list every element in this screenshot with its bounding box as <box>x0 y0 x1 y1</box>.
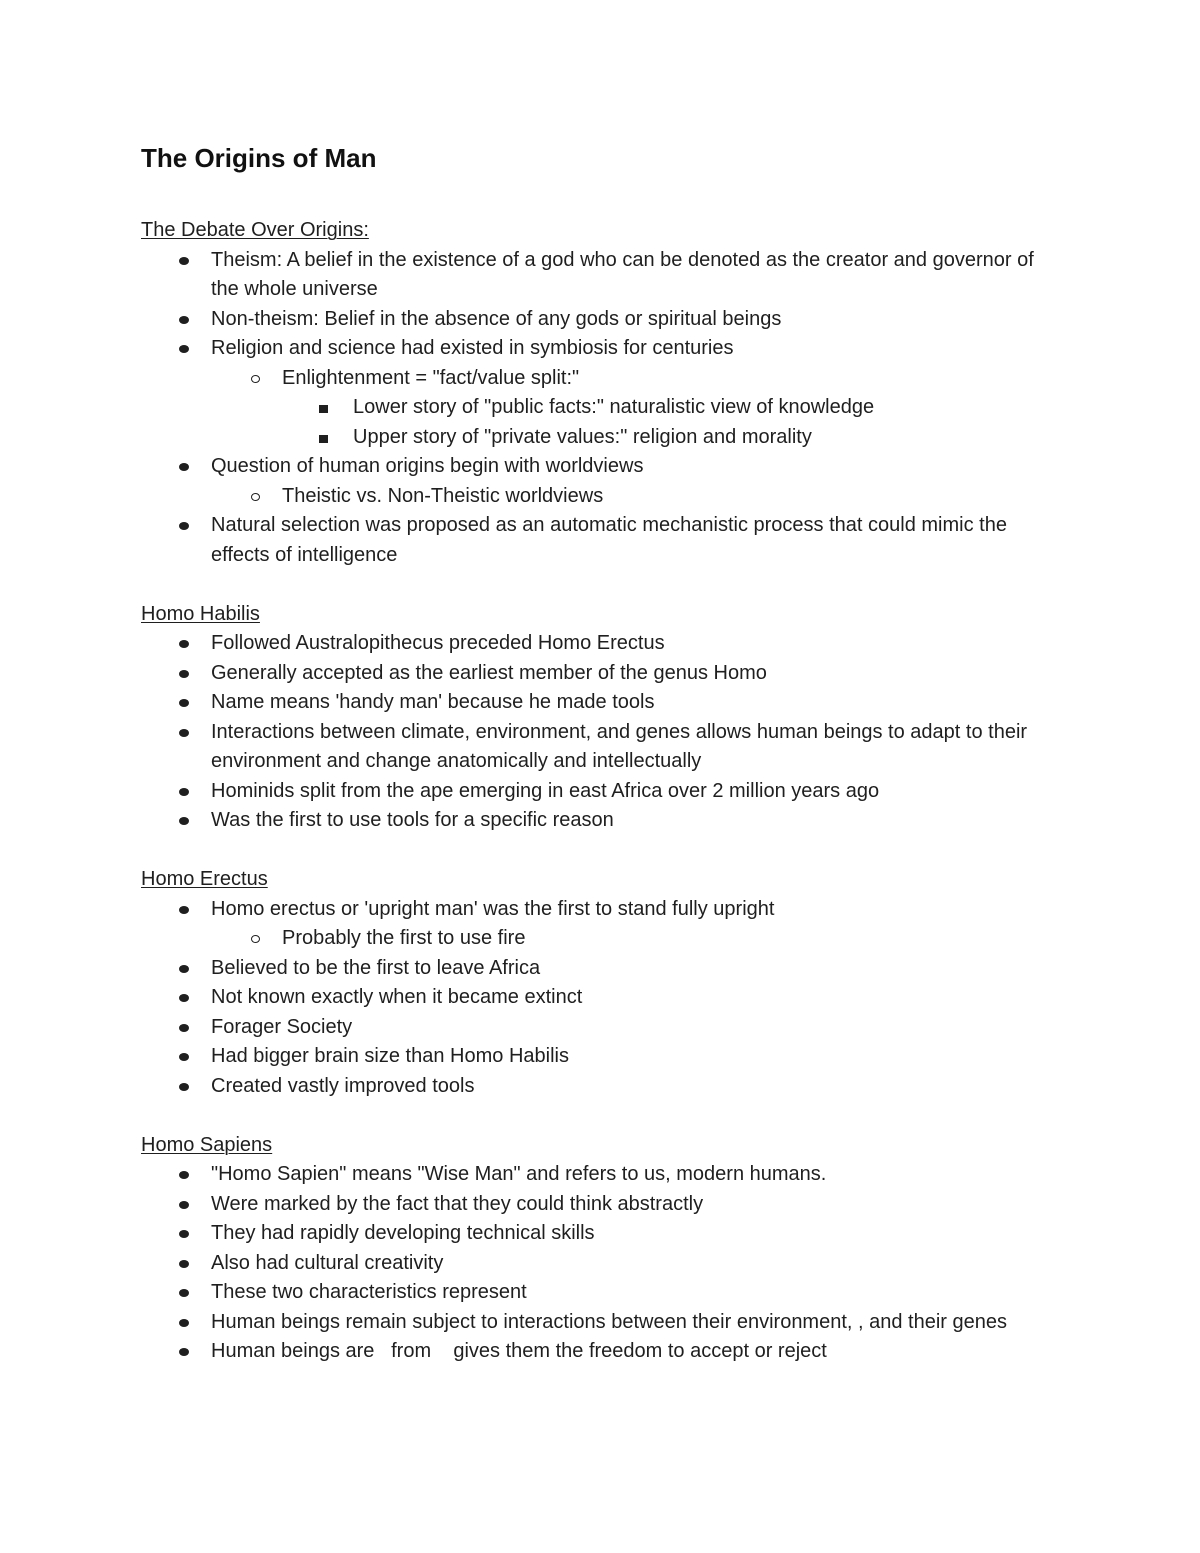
filled-circle-bullet-icon <box>179 1083 189 1091</box>
filled-circle-bullet-icon <box>179 788 189 796</box>
filled-circle-bullet-icon <box>179 1348 189 1356</box>
list-item-text: Question of human origins begin with worldviews <box>211 455 644 477</box>
list-item <box>141 1219 1061 1249</box>
filled-circle-bullet-icon <box>179 1289 189 1297</box>
filled-circle-bullet-icon <box>179 463 189 471</box>
list-item-text: Upper story of "private values:" religion and morality <box>353 425 812 448</box>
filled-circle-bullet-icon <box>179 965 189 973</box>
document-body <box>141 216 1061 1367</box>
filled-circle-bullet-icon <box>179 817 189 825</box>
section <box>141 865 1061 1101</box>
list-item <box>141 1337 1061 1367</box>
list-item <box>141 1308 1061 1338</box>
list-item <box>141 806 1061 836</box>
hollow-circle-bullet-icon <box>251 935 260 943</box>
list-item <box>141 629 1061 659</box>
section <box>141 1131 1061 1367</box>
list-item-text: They had rapidly developing technical skills <box>211 1222 595 1244</box>
list-item <box>141 305 1061 335</box>
hollow-circle-bullet-icon <box>251 375 260 383</box>
bullet-list <box>141 895 1061 1102</box>
filled-circle-bullet-icon <box>179 522 189 530</box>
bullet-list <box>141 246 1061 571</box>
list-item-text: Natural selection was proposed as an automatic mechanistic process that could mimic the effects of intelligence <box>211 514 1013 566</box>
list-item <box>141 1249 1061 1279</box>
filled-circle-bullet-icon <box>179 1171 189 1179</box>
list-item <box>141 393 1061 423</box>
filled-circle-bullet-icon <box>179 1230 189 1238</box>
filled-circle-bullet-icon <box>179 316 189 324</box>
filled-circle-bullet-icon <box>179 994 189 1002</box>
filled-circle-bullet-icon <box>179 1319 189 1327</box>
document-title: The Origins of Man <box>141 143 377 173</box>
list-item-text: Lower story of "public facts:" naturalistic view of knowledge <box>353 396 875 418</box>
list-item <box>141 1072 1061 1102</box>
list-item-text: Hominids split from the ape emerging in east Africa over 2 million years ago <box>211 779 880 802</box>
list-item-text: Were marked by the fact that they could think abstractly <box>211 1192 704 1215</box>
filled-circle-bullet-icon <box>179 1201 189 1209</box>
list-item <box>141 246 1061 305</box>
list-item-text: Human beings remain subject to interactions between their environment, , and their genes <box>211 1310 1008 1333</box>
filled-circle-bullet-icon <box>179 699 189 707</box>
list-item-text: Religion and science had existed in symbiosis for centuries <box>211 337 734 359</box>
list-item-text: Was the first to use tools for a specific reason <box>211 809 614 831</box>
hollow-circle-bullet-icon <box>251 493 260 501</box>
list-item-text: Believed to be the first to leave Africa <box>211 956 541 979</box>
list-item <box>141 364 1061 394</box>
list-item <box>141 718 1061 777</box>
list-item <box>141 924 1061 954</box>
section <box>141 600 1061 836</box>
section-heading: Homo Erectus <box>141 868 268 890</box>
list-item-text: Non-theism: Belief in the absence of any gods or spiritual beings <box>211 307 782 330</box>
bullet-list <box>141 1160 1061 1367</box>
list-item-text: Had bigger brain size than Homo Habilis <box>211 1045 569 1067</box>
filled-circle-bullet-icon <box>179 1024 189 1032</box>
list-item <box>141 659 1061 689</box>
section <box>141 216 1061 570</box>
filled-circle-bullet-icon <box>179 729 189 737</box>
filled-circle-bullet-icon <box>179 640 189 648</box>
filled-circle-bullet-icon <box>179 345 189 353</box>
document-page <box>141 140 1061 1396</box>
list-item-text: Forager Society <box>211 1015 353 1038</box>
list-item-text: Generally accepted as the earliest member of the genus Homo <box>211 661 767 684</box>
filled-circle-bullet-icon <box>179 1053 189 1061</box>
square-bullet-icon <box>319 435 328 443</box>
list-item-text: Also had cultural creativity <box>211 1251 444 1274</box>
list-item-text: Interactions between climate, environment, and genes allows human beings to adapt to their environment and change anatomically and intellectually <box>211 720 1033 772</box>
list-item-text: Not known exactly when it became extinct <box>211 986 583 1008</box>
list-item-text: Theism: A belief in the existence of a god who can be denoted as the creator and governor of the whole universe <box>211 248 1040 300</box>
section-heading: Homo Habilis <box>141 602 260 625</box>
filled-circle-bullet-icon <box>179 257 189 265</box>
list-item-text: These two characteristics represent <box>211 1281 527 1303</box>
list-item-text: Name means 'handy man' because he made tools <box>211 691 655 713</box>
list-item-text: Enlightenment = "fact/value split:" <box>282 366 580 389</box>
list-item-text: "Homo Sapien" means "Wise Man" and refers to us, modern humans. <box>211 1163 827 1185</box>
section-heading: Homo Sapiens <box>141 1133 273 1156</box>
list-item-text: Probably the first to use fire <box>282 927 526 949</box>
list-item <box>141 777 1061 807</box>
list-item <box>141 688 1061 718</box>
bullet-list <box>141 629 1061 836</box>
list-item <box>141 482 1061 512</box>
list-item <box>141 423 1061 453</box>
list-item <box>141 954 1061 984</box>
list-item <box>141 1042 1061 1072</box>
list-item <box>141 895 1061 925</box>
list-item <box>141 452 1061 482</box>
section-heading: The Debate Over Origins: <box>141 219 369 241</box>
list-item-text: Followed Australopithecus preceded Homo Erectus <box>211 632 665 654</box>
list-item <box>141 1160 1061 1190</box>
list-item <box>141 1190 1061 1220</box>
list-item <box>141 1013 1061 1043</box>
square-bullet-icon <box>319 405 328 413</box>
list-item <box>141 983 1061 1013</box>
list-item <box>141 334 1061 364</box>
list-item-text: Human beings are from gives them the freedom to accept or reject <box>211 1340 827 1362</box>
list-item-text: Homo erectus or 'upright man' was the first to stand fully upright <box>211 897 775 920</box>
filled-circle-bullet-icon <box>179 906 189 914</box>
list-item-text: Theistic vs. Non-Theistic worldviews <box>282 484 604 507</box>
list-item <box>141 1278 1061 1308</box>
list-item <box>141 511 1061 570</box>
list-item-text: Created vastly improved tools <box>211 1074 475 1097</box>
filled-circle-bullet-icon <box>179 670 189 678</box>
filled-circle-bullet-icon <box>179 1260 189 1268</box>
